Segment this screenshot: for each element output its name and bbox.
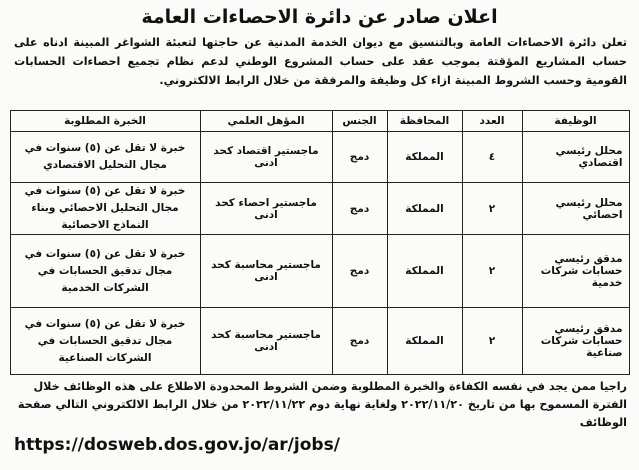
cell-governorate: المملكة [387, 235, 462, 308]
header-experience: الخبرة المطلوبة [10, 111, 200, 132]
cell-qualification: ماجستير محاسبة كحد ادنى [200, 308, 332, 375]
table-row [10, 235, 629, 308]
cell-count: ٢ [462, 183, 522, 235]
cell-experience: خبرة لا تقل عن (٥) سنوات في مجال التحليل الاحصائي وبناء النماذج الاحصائية [10, 183, 200, 235]
announcement-intro: تعلن دائرة الاحصاءات العامة وبالتنسيق مع ديوان الخدمة المدنية عن حاجتها لتعبئة الشواغر المبينة ادناه على حساب المشاريع المؤقتة بموجب عقد على حساب المشروع الوطني لدعم نظام تجميع احصاءات الحسابات القومية وحسب الشروط المبينة ازاء كل وظيفة والمرفقة من خلال الرابط الالكتروني. [14, 36, 627, 87]
cell-experience: خبرة لا تقل عن (٥) سنوات في مجال تدقيق الحسابات في الشركات الصناعية [10, 308, 200, 375]
announcement-title: اعلان صادر عن دائرة الاحصاءات العامة [141, 6, 498, 28]
cell-governorate: المملكة [387, 132, 462, 183]
cell-job: مدقق رئيسي حسابات شركات خدمية [522, 235, 629, 308]
jobs-table [10, 110, 630, 375]
header-gender: الجنس [332, 111, 387, 132]
cell-count: ٢ [462, 235, 522, 308]
cell-job: محلل رئيسي احصائي [522, 183, 629, 235]
table-row [10, 308, 629, 375]
cell-gender: دمج [332, 235, 387, 308]
cell-experience: خبرة لا تقل عن (٥) سنوات في مجال التحليل الاقتصادي [10, 132, 200, 183]
table-header-row [10, 111, 629, 132]
cell-gender: دمج [332, 183, 387, 235]
cell-experience: خبرة لا تقل عن (٥) سنوات في مجال تدقيق الحسابات في الشركات الخدمية [10, 235, 200, 308]
cell-count: ٤ [462, 132, 522, 183]
header-job: الوظيفة [522, 111, 629, 132]
cell-job: مدقق رئيسي حسابات شركات صناعية [522, 308, 629, 375]
header-count: العدد [462, 111, 522, 132]
cell-gender: دمج [332, 308, 387, 375]
cell-qualification: ماجستير اقتصاد كحد ادنى [200, 132, 332, 183]
cell-qualification: ماجستير احصاء كحد ادنى [200, 183, 332, 235]
cell-gender: دمج [332, 132, 387, 183]
header-qualification: المؤهل العلمي [200, 111, 332, 132]
announcement-footer: راجيا ممن يجد في نفسه الكفاءة والخبرة المطلوبة وضمن الشروط المحدودة الاطلاع على هذه الوظائف خلال الفترة المسموح بها من تاريخ ٢٠٢٢/١١/٢٠ ولغاية نهاية دوم ٢٠٢٢/١١/٢٢ من خلال الرابط الالكتروني التالي صفحة الوظائف [17, 380, 627, 429]
table-row [10, 183, 629, 235]
cell-job: محلل رئيسي اقتصادي [522, 132, 629, 183]
table-row [10, 132, 629, 183]
cell-governorate: المملكة [387, 183, 462, 235]
header-governorate: المحافظة [387, 111, 462, 132]
cell-qualification: ماجستير محاسبة كحد ادنى [200, 235, 332, 308]
cell-governorate: المملكة [387, 308, 462, 375]
jobs-link[interactable]: https://dosweb.dos.gov.jo/ar/jobs/ [14, 435, 340, 455]
cell-count: ٢ [462, 308, 522, 375]
